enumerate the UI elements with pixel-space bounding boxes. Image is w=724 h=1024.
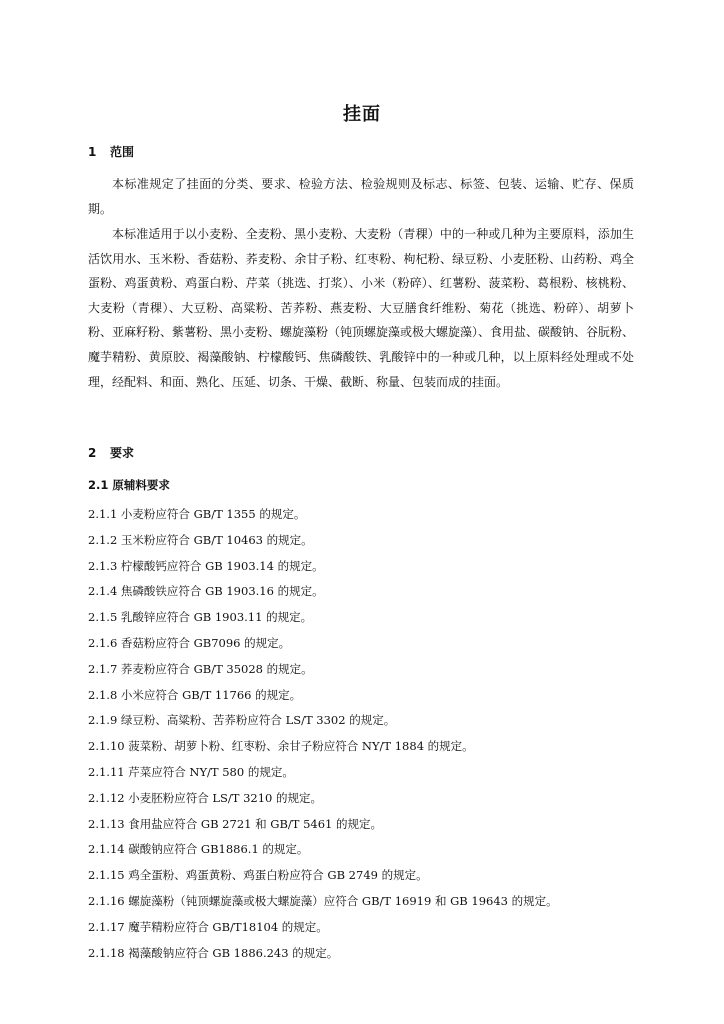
requirement-item: 2.1.3 柠檬酸钙应符合 GB 1903.14 的规定。: [88, 558, 324, 573]
section-2-number: 2: [88, 446, 97, 460]
section-1-title: 范围: [110, 145, 135, 159]
requirement-item: 2.1.11 芹菜应符合 NY/T 580 的规定。: [88, 764, 294, 779]
scope-paragraph-1: 本标准规定了挂面的分类、要求、检验方法、检验规则及标志、标签、包装、运输、贮存、保质期。: [88, 177, 634, 216]
requirement-item: 2.1.4 焦磷酸铁应符合 GB 1903.16 的规定。: [88, 584, 324, 599]
requirement-item: 2.1.9 绿豆粉、高粱粉、苦荞粉应符合 LS/T 3302 的规定。: [88, 713, 396, 728]
requirement-item: 2.1.12 小麦胚粉应符合 LS/T 3210 的规定。: [88, 790, 323, 805]
requirement-item: 2.1.7 荞麦粉应符合 GB/T 35028 的规定。: [88, 661, 313, 676]
requirement-item: 2.1.10 菠菜粉、胡萝卜粉、红枣粉、余甘子粉应符合 NY/T 1884 的规定。: [88, 739, 474, 754]
requirement-item: 2.1.6 香菇粉应符合 GB7096 的规定。: [88, 635, 291, 650]
requirement-item: 2.1.2 玉米粉应符合 GB/T 10463 的规定。: [88, 532, 313, 547]
requirement-item: 2.1.17 魔芋精粉应符合 GB/T18104 的规定。: [88, 919, 328, 934]
requirement-item: 2.1.13 食用盐应符合 GB 2721 和 GB/T 5461 的规定。: [88, 816, 383, 831]
requirement-item: 2.1.15 鸡全蛋粉、鸡蛋黄粉、鸡蛋白粉应符合 GB 2749 的规定。: [88, 868, 428, 883]
requirement-item: 2.1.8 小米应符合 GB/T 11766 的规定。: [88, 687, 302, 702]
requirement-item: 2.1.14 碳酸钠应符合 GB1886.1 的规定。: [88, 842, 309, 857]
scope-paragraph-2: 本标准适用于以小麦粉、全麦粉、黑小麦粉、大麦粉（青稞）中的一种或几种为主要原料，添加生活饮用水、玉米粉、香菇粉、荞麦粉、余甘子粉、红枣粉、枸杞粉、绿豆粉、小麦胚粉、山药粉、鸡全蛋粉、鸡蛋黄粉、鸡蛋白粉、芹菜（挑选、打浆）、小米（粉碎）、红薯粉、菠菜粉、葛根粉、核桃粉、大麦粉（青稞）、大豆粉、高粱粉、苦荞粉、燕麦粉、大豆膳食纤维粉、菊花（挑选、粉碎）、胡萝卜粉、亚麻籽粉、紫薯粉、黑小麦粉、螺旋藻粉（钝顶螺旋藻或极大螺旋藻）、食用盐、碳酸钠、谷朊粉、魔芋精粉、黄原胶、褐藻酸钠、柠檬酸钙、焦磷酸铁、乳酸锌中的一种或几种，以上原料经处理或不处理，经配料、和面、熟化、压延、切条、干燥、截断、称量、包装而成的挂面。: [88, 227, 635, 389]
requirement-item: 2.1.16 螺旋藻粉（钝顶螺旋藻或极大螺旋藻）应符合 GB/T 16919 和 GB 19643 的规定。: [88, 893, 558, 908]
section-2-title: 要求: [110, 446, 135, 460]
document-title: 挂面: [343, 104, 381, 125]
requirement-item: 2.1.5 乳酸锌应符合 GB 1903.11 的规定。: [88, 610, 313, 625]
section-1-heading: [88, 143, 134, 160]
requirement-item: 2.1.1 小麦粉应符合 GB/T 1355 的规定。: [88, 507, 306, 521]
requirements-list: [88, 502, 648, 966]
requirement-item: 2.1.18 褐藻酸钠应符合 GB 1886.243 的规定。: [88, 945, 339, 960]
subsection-2-1-heading: 2.1 原辅料要求: [88, 478, 170, 492]
section-1-number: 1: [88, 145, 97, 159]
section-2-heading: [88, 444, 134, 461]
